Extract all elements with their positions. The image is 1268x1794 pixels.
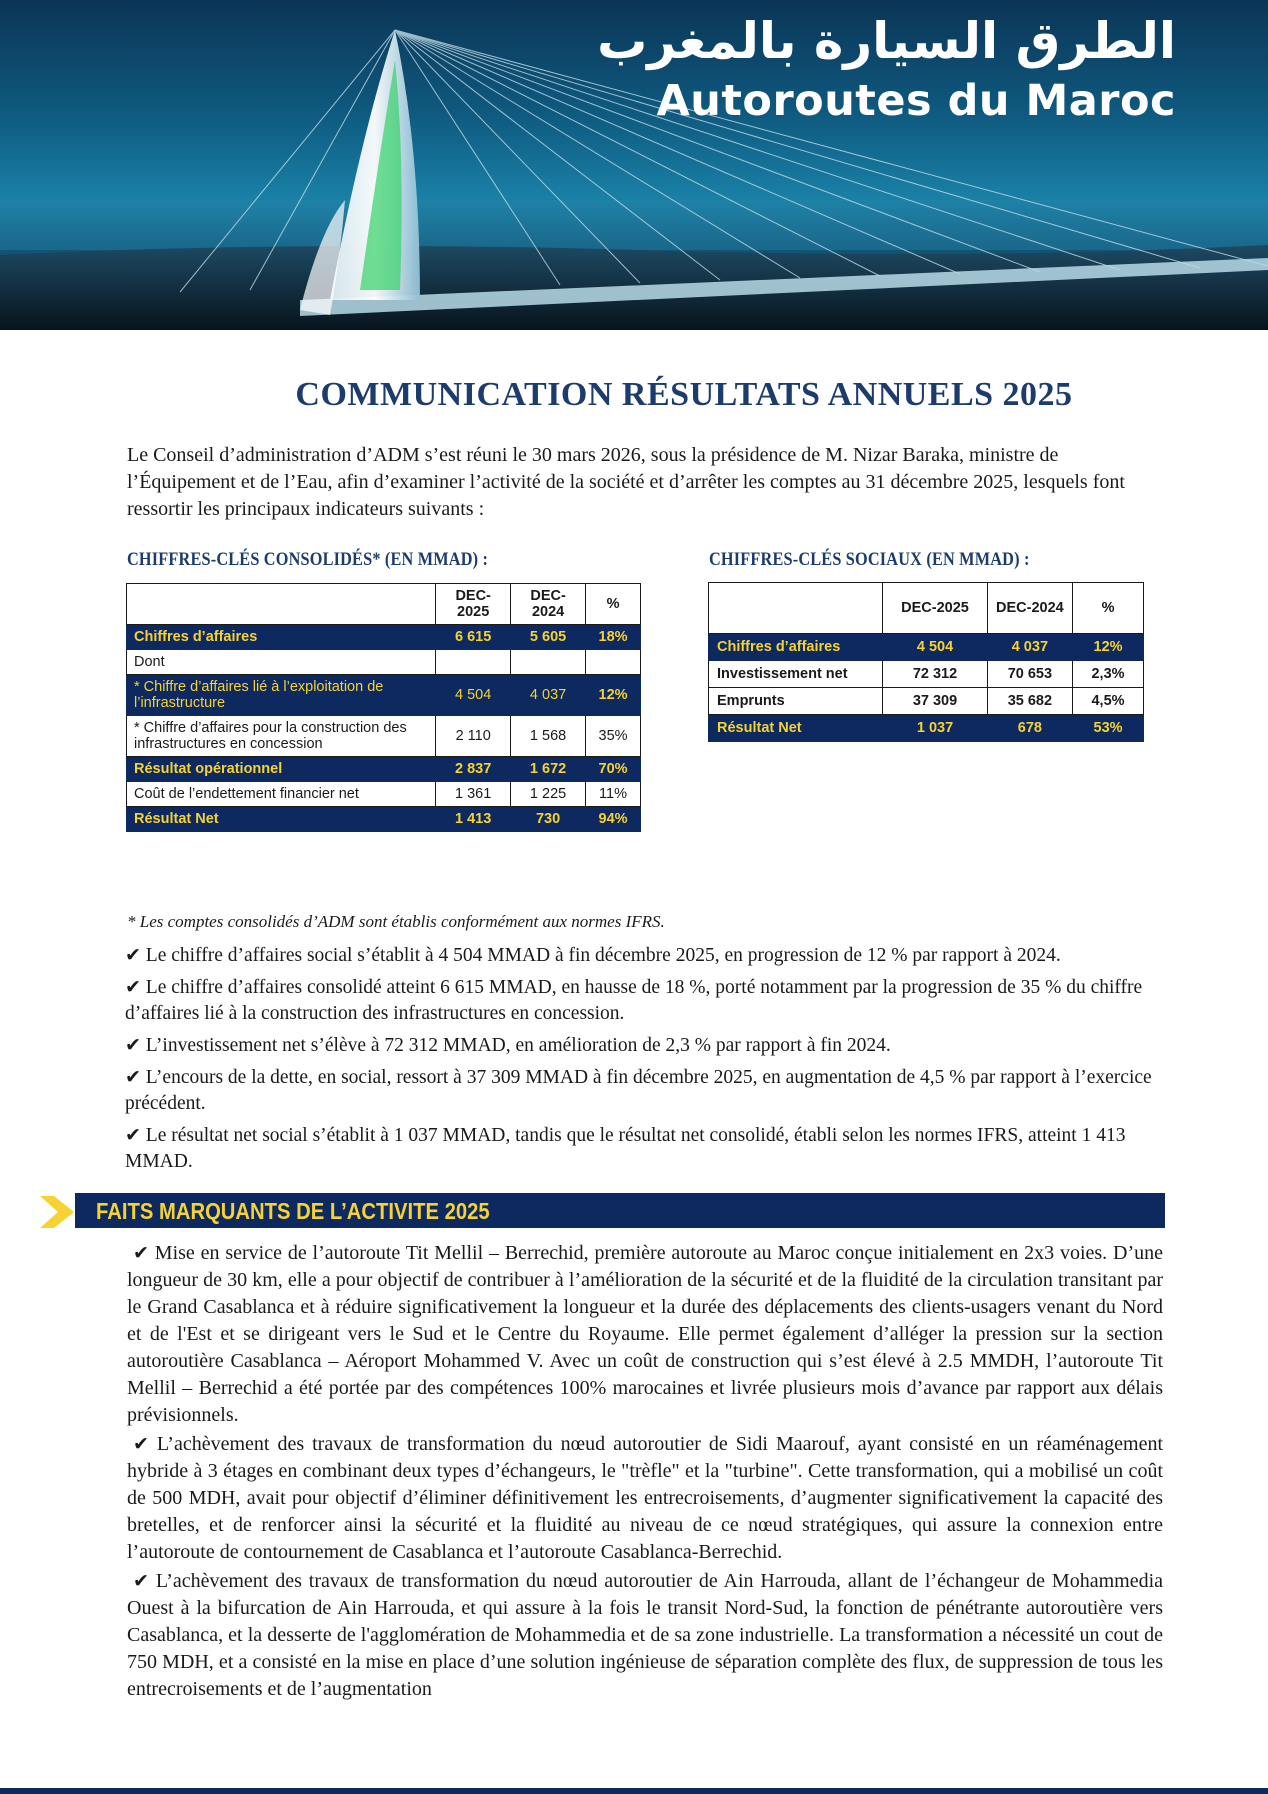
row-2024: 4 037 (987, 634, 1072, 661)
row-2024: 5 605 (511, 625, 586, 650)
row-2025: 4 504 (883, 634, 987, 661)
list-item: ✔ L’achèvement des travaux de transformation du nœud autoroutier de Sidi Maarouf, ayant consisté en un réaménagement hybride à 3 étages en combinant deux types d’échangeurs, le "trèfle" et la "turbine". Cette transformation, qui a mobilisé un coût de 500 MDH, avait pour objectif d’éliminer définitivement les entrecroisements, d’augmenter significativement la capacité des bretelles, et de renforcer ainsi la sécurité et la fluidité au niveau de ce nœud stratégiques, qui assure la connexion entre l’autoroute de contournement de Casablanca et l’autoroute Casablanca-Berrechid. (127, 1433, 1163, 1563)
row-label: Résultat Net (127, 807, 436, 832)
row-pct: 94% (586, 807, 641, 832)
ifrs-footnote: * Les comptes consolidés d’ADM sont établis conformément aux normes IFRS. (127, 912, 665, 931)
row-2025: 4 504 (436, 675, 511, 716)
list-item: ✔ Mise en service de l’autoroute Tit Mellil – Berrechid, première autoroute au Maroc conçue initialement en 2x3 voies. D’une longueur de 30 km, elle a pour objectif de contribuer à l’amélioration de la sécurité et de la fluidité de la circulation transitant par le Grand Casablanca et à réduire significativement la longueur et la durée des déplacements des clients-usagers venant du Nord et de l'Est et se dirigeant vers le Sud et le Centre du Royaume. Elle permet également d’alléger la pression sur la section autoroutière Casablanca – Aéroport Mohammed V. Avec un coût de construction qui s’est élevé à 2.5 MMDH, l’autoroute Tit Mellil – Berrechid a été portée par des compétences 100% marocaines et livrée plusieurs mois d’avance par rapport aux délais prévisionnels. (127, 1242, 1164, 1426)
row-pct: 11% (586, 782, 641, 807)
intro-paragraph: Le Conseil d’administration d’ADM s’est réuni le 30 mars 2026, sous la présidence de M. Nizar Baraka, ministre de l’Équipement et de l’Eau, afin d’examiner l’activité de la société et d’arrêter les comptes au 31 décembre 2025, lesquels font ressortir les principaux indicateurs suivants : (127, 444, 1125, 520)
row-pct: 70% (586, 757, 641, 782)
table-row (127, 650, 641, 675)
row-label: Emprunts (709, 688, 883, 715)
header-label (709, 583, 883, 634)
row-2024: 4 037 (511, 675, 586, 716)
row-label: Investissement net (709, 661, 883, 688)
table-header-row (127, 584, 641, 625)
key-figures-list (125, 942, 1155, 1180)
row-2025: 72 312 (883, 661, 987, 688)
row-label: Dont (127, 650, 436, 675)
social-heading: CHIFFRES-CLÉS SOCIAUX (EN MMAD) : (709, 550, 1030, 570)
page-title: COMMUNICATION RÉSULTATS ANNUELS 2025 (295, 376, 1073, 413)
row-pct: 12% (586, 675, 641, 716)
row-2024: 70 653 (987, 661, 1072, 688)
check-icon: ✔ (125, 1066, 141, 1088)
consolidated-heading: CHIFFRES-CLÉS CONSOLIDÉS* (EN MMAD) : (127, 550, 489, 570)
table-row (127, 782, 641, 807)
row-2025: 1 413 (436, 807, 511, 832)
row-2025: 1 361 (436, 782, 511, 807)
list-item: ✔ L’encours de la dette, en social, ressort à 37 309 MMAD à fin décembre 2025, en augmentation de 4,5 % par rapport à l’exercice précédent. (125, 1066, 1152, 1114)
table-row (709, 715, 1144, 742)
consolidated-table (126, 583, 641, 832)
row-label: * Chiffre d’affaires pour la construction des infrastructures en concession (127, 716, 436, 757)
row-2024: 1 225 (511, 782, 586, 807)
row-pct: 12% (1073, 634, 1144, 661)
table-row (709, 688, 1144, 715)
check-icon: ✔ (125, 944, 141, 966)
row-2024: 1 568 (511, 716, 586, 757)
brand-arabic-name: الطرق السيارة بالمغرب (597, 12, 1176, 70)
header-2025: DEC-2025 (883, 583, 987, 634)
social-table (708, 582, 1144, 742)
brand-french-name: Autoroutes du Maroc (656, 76, 1176, 126)
check-icon: ✔ (125, 976, 141, 998)
list-item: ✔ Le résultat net social s’établit à 1 037 MMAD, tandis que le résultat net consolidé, établi selon les normes IFRS, atteint 1 413 MMAD. (125, 1124, 1126, 1172)
row-pct: 53% (1073, 715, 1144, 742)
check-icon: ✔ (133, 1570, 149, 1592)
row-2025: 1 037 (883, 715, 987, 742)
check-icon: ✔ (125, 1034, 141, 1056)
table-row (709, 661, 1144, 688)
header-banner (0, 0, 1268, 330)
row-2024: 35 682 (987, 688, 1072, 715)
row-2025: 6 615 (436, 625, 511, 650)
row-pct: 35% (586, 716, 641, 757)
row-pct: 2,3% (1073, 661, 1144, 688)
row-pct: 18% (586, 625, 641, 650)
row-label: Coût de l’endettement financier net (127, 782, 436, 807)
table-row (709, 634, 1144, 661)
row-label: Chiffres d’affaires (709, 634, 883, 661)
header-2024: DEC-2024 (987, 583, 1072, 634)
table-row (127, 675, 641, 716)
row-label: * Chiffre d’affaires lié à l’exploitation de l’infrastructure (127, 675, 436, 716)
row-2024: 1 672 (511, 757, 586, 782)
list-item: ✔ Le chiffre d’affaires consolidé atteint 6 615 MMAD, en hausse de 18 %, porté notamment par la progression de 35 % du chiffre d’affaires lié à la construction des infrastructures en concession. (125, 976, 1143, 1024)
row-2025: 2 837 (436, 757, 511, 782)
row-2024: 730 (511, 807, 586, 832)
row-2024: 678 (987, 715, 1072, 742)
chevron-right-icon (40, 1196, 74, 1228)
list-item: ✔ L’achèvement des travaux de transformation du nœud autoroutier de Ain Harrouda, allant de l’échangeur de Mohammedia Ouest à la bifurcation de Ain Harrouda, et qui assure à la fois le transit Nord-Sud, la fonction de pénétrante autoroutière vers Casablanca, et la desserte de l'agglomération de Mohammedia et de sa zone industrielle. La transformation a nécessité un cout de 750 MDH, et a consisté en la mise en place d’une solution ingénieuse de séparation complète des flux, de suppression de tous les entrecroisements et de l’augmentation (127, 1570, 1163, 1700)
row-2025 (436, 650, 511, 675)
table-header-row (709, 583, 1144, 634)
check-icon: ✔ (125, 1124, 141, 1146)
list-item: ✔ L’investissement net s’élève à 72 312 MMAD, en amélioration de 2,3 % par rapport à fin 2024. (125, 1034, 891, 1056)
table-row (127, 807, 641, 832)
highlights-body (127, 1240, 1163, 1705)
row-pct: 4,5% (1073, 688, 1144, 715)
header-pct: % (586, 584, 641, 625)
header-2024: DEC-2024 (511, 584, 586, 625)
highlights-heading: FAITS MARQUANTS DE L’ACTIVITE 2025 (96, 1198, 490, 1224)
table-row (127, 625, 641, 650)
row-label: Résultat Net (709, 715, 883, 742)
header-2025: DEC-2025 (436, 584, 511, 625)
header-pct: % (1073, 583, 1144, 634)
row-label: Résultat opérationnel (127, 757, 436, 782)
row-pct (586, 650, 641, 675)
check-icon: ✔ (133, 1433, 149, 1455)
row-2025: 37 309 (883, 688, 987, 715)
table-row (127, 716, 641, 757)
table-row (127, 757, 641, 782)
list-item: ✔ Le chiffre d’affaires social s’établit à 4 504 MMAD à fin décembre 2025, en progression de 12 % par rapport à 2024. (125, 944, 1061, 966)
bottom-divider (0, 1788, 1268, 1794)
row-label: Chiffres d’affaires (127, 625, 436, 650)
header-label (127, 584, 436, 625)
check-icon: ✔ (133, 1242, 149, 1264)
row-2025: 2 110 (436, 716, 511, 757)
row-2024 (511, 650, 586, 675)
